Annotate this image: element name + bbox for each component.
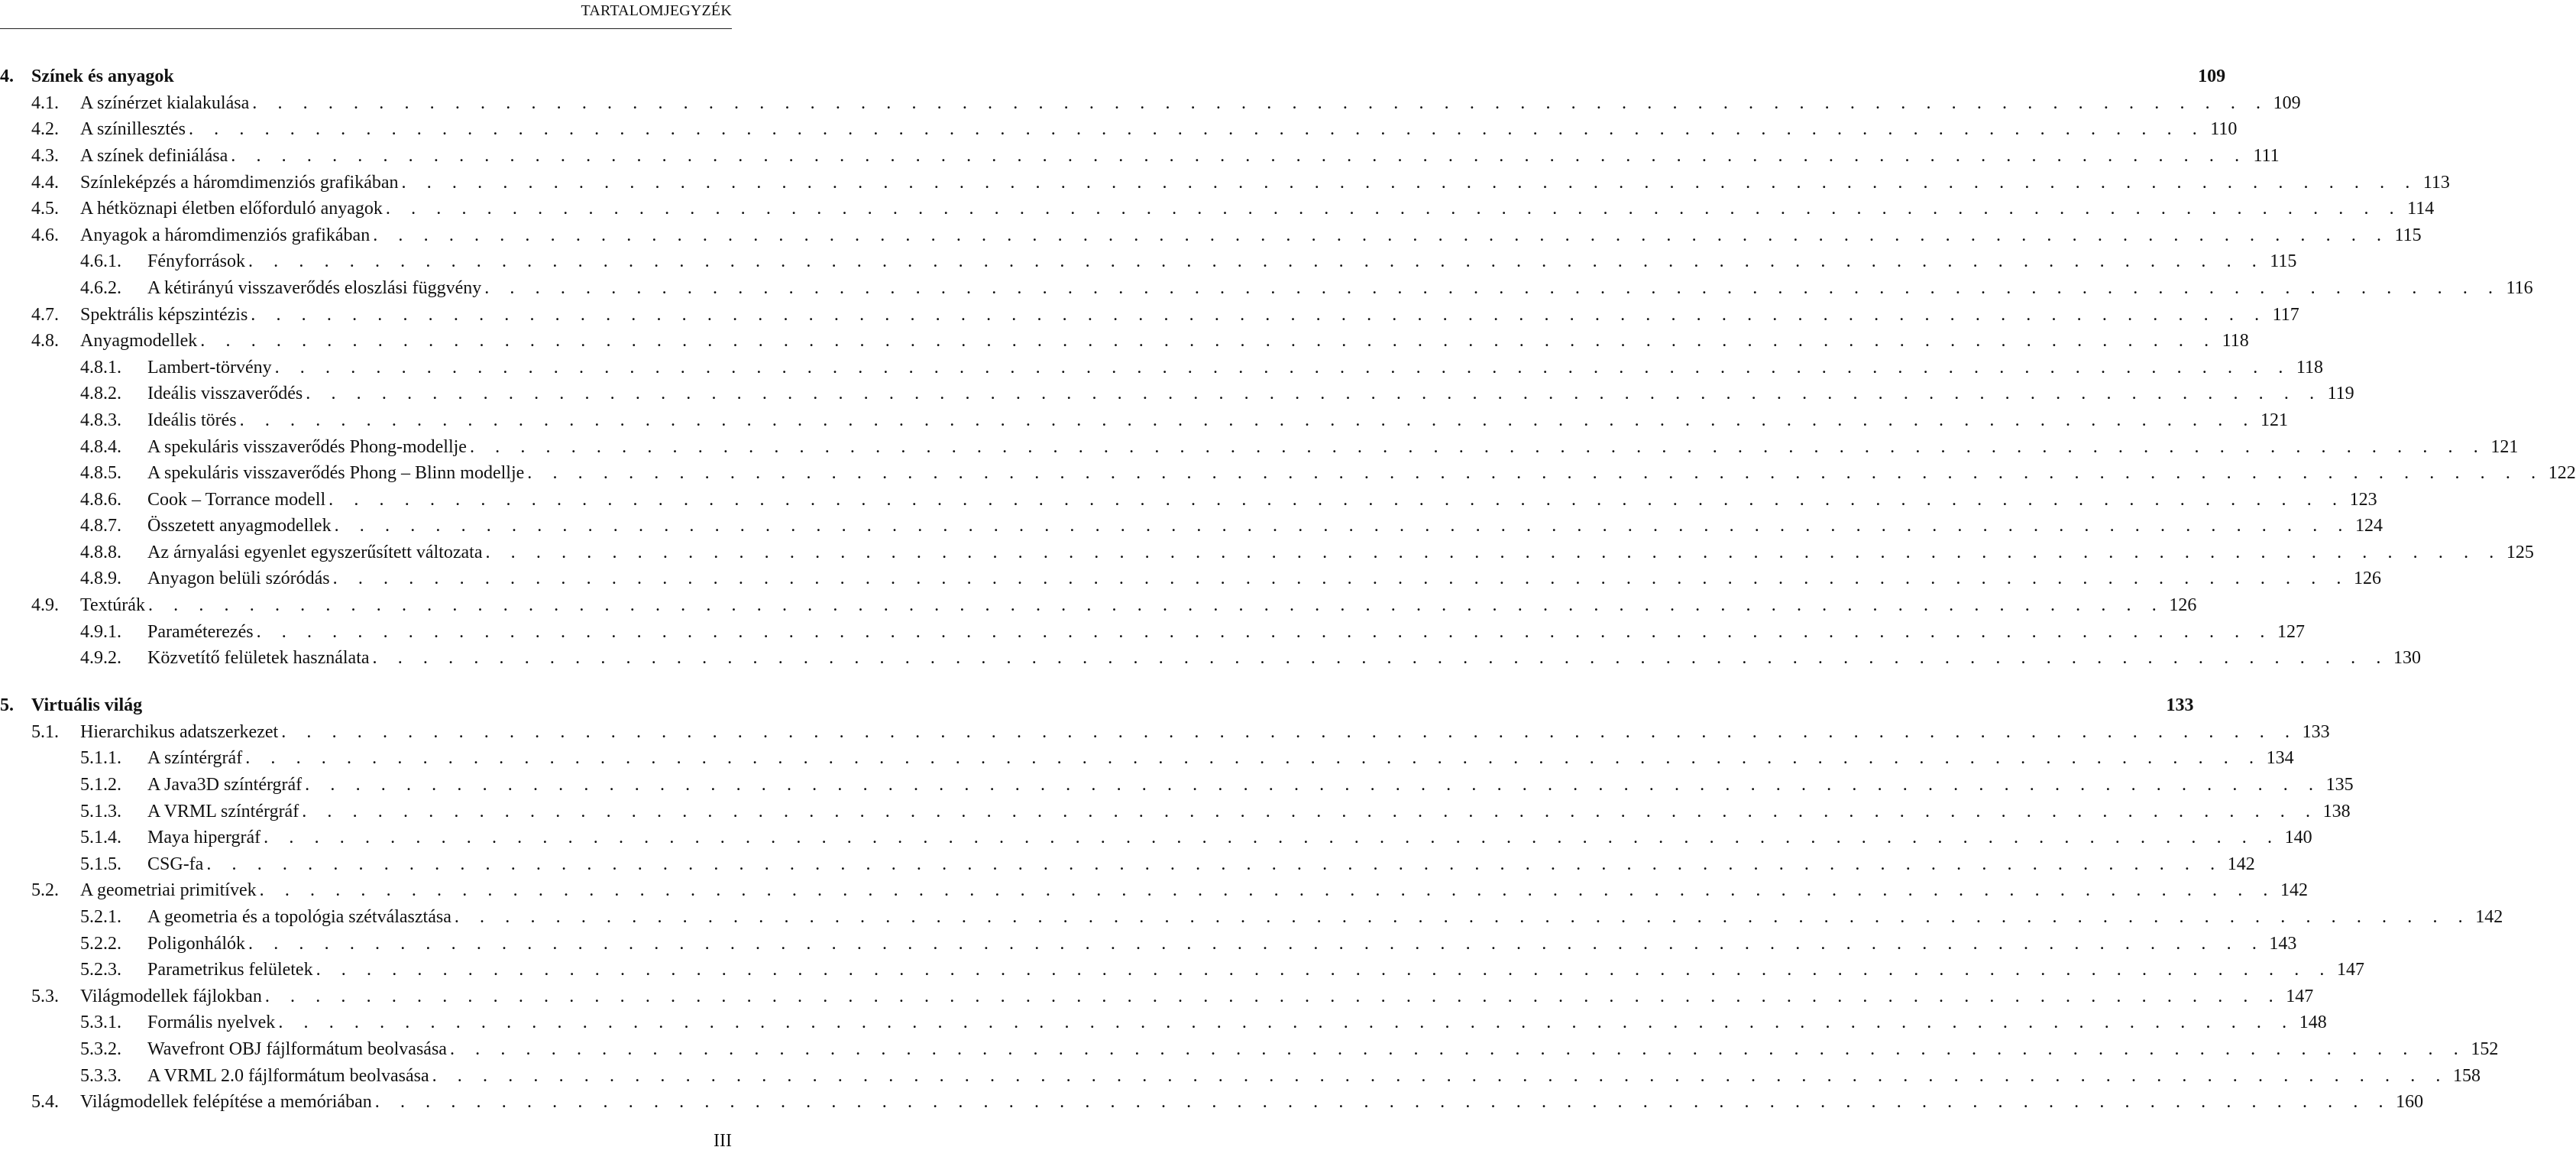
toc-entry-page: 118: [2222, 331, 2249, 352]
toc-entry-number: 4.3.: [31, 145, 59, 166]
toc-entry-title: A spekuláris visszaverődés Phong-modellje: [147, 437, 470, 458]
toc-entry-page: 111: [2253, 145, 2280, 166]
toc-entry-number: 4.9.2.: [80, 648, 121, 669]
toc-entry-title: Anyagok a háromdimenziós grafikában: [80, 225, 373, 246]
toc-entry-title: Közvetítő felületek használata: [147, 648, 373, 669]
toc-entry-title: Textúrák: [80, 595, 148, 616]
toc-subsection-entry[interactable]: [0, 825, 2312, 851]
dot-leader: . . . . . . . . . . . . . . . . . . . . . . . . . . . . . . . . . . . . . . . . . . . . . . . . . . . . . . . . . . . . . . . . . . . . . . . . . . . . . . . .: [264, 986, 2282, 1006]
toc-entry-title: Poligonhálók: [147, 934, 248, 954]
toc-entry-page: 116: [2506, 277, 2533, 298]
toc-entry-page: 122: [2548, 463, 2576, 484]
toc-entry-title: A színek definiálása: [80, 146, 231, 167]
toc-entry-page: 109: [2273, 92, 2301, 113]
page-number: III: [714, 1131, 732, 1151]
toc-entry-number: 4.8.5.: [80, 463, 121, 484]
toc-entry-number: 4.8.1.: [80, 357, 121, 377]
toc-section-entry[interactable]: [0, 1089, 2424, 1116]
dot-leader: . . . . . . . . . . . . . . . . . . . . . . . . . . . . . . . . . . . . . . . . . . . . . . . . . . . . . . . . . . . . . . . . . . . . . . . . . . . . . . . .: [401, 172, 2418, 193]
dot-leader: . . . . . . . . . . . . . . . . . . . . . . . . . . . . . . . . . . . . . . . . . . . . . . . . . . . . . . . . . . . . . . . . . . . . . . . . . . . . . . . .: [305, 775, 2322, 795]
toc-section-entry[interactable]: [0, 170, 2450, 196]
toc-entry-number: 5.3.3.: [80, 1065, 121, 1086]
toc-entry-title: A spekuláris visszaverődés Phong – Blinn modellje: [147, 463, 527, 484]
dot-leader: . . . . . . . . . . . . . . . . . . . . . . . . . . . . . . . . . . . . . . . . . . . . . . . . . . . . . . . . . . . . . . . . . . . . . . . . . . . . . . . .: [316, 960, 2332, 980]
toc-subsection-entry[interactable]: [0, 355, 2324, 381]
toc-entry-title: Világmodellek felépítése a memóriában: [80, 1092, 375, 1113]
toc-entry-title: A Java3D színtérgráf: [147, 775, 305, 795]
toc-entry-title: Virtuális világ: [31, 695, 145, 716]
toc-entry-page: 118: [2296, 357, 2324, 377]
toc-entry-page: 124: [2355, 516, 2383, 536]
toc-entry-title: Fényforrások: [147, 251, 248, 272]
toc-entry-page: 115: [2270, 251, 2297, 272]
toc-section-entry[interactable]: [0, 878, 2309, 905]
toc-entry-title: Anyagon belüli szóródás: [147, 569, 333, 589]
toc-entry-number: 5.1.5.: [80, 854, 121, 874]
toc-entry-page: 125: [2506, 542, 2534, 562]
toc-entry-page: 110: [2210, 119, 2238, 140]
toc-entry-page: 140: [2284, 828, 2312, 848]
dot-leader: . . . . . . . . . . . . . . . . . . . . . . . . . . . . . . . . . . . . . . . . . . . . . . . . . . . . . . . . . . . . . . . . . . . . . . . . . . . . . . . .: [484, 277, 2501, 298]
toc-entry-page: 114: [2407, 199, 2435, 219]
dot-leader: . . . . . . . . . . . . . . . . . . . . . . . . . . . . . . . . . . . . . . . . . . . . . . . . . . . . . . . . . . . . . . . . . . . . . . . . . . . . . . . .: [302, 801, 2319, 821]
toc-entry-page: 126: [2354, 569, 2382, 589]
toc-subsection-entry[interactable]: [0, 931, 2297, 957]
toc-entry-title: Ideális törés: [147, 410, 240, 431]
dot-leader: . . . . . . . . . . . . . . . . . . . . . . . . . . . . . . . . . . . . . . . . . . . . . . . . . . . . . . . . . . . . . . . . . . . . . . . . . . . . . . . .: [248, 251, 2265, 272]
toc-entry-number: 4.8.2.: [80, 384, 121, 404]
toc-entry-page: 147: [2286, 986, 2314, 1006]
toc-entry-number: 4.6.1.: [80, 251, 121, 272]
toc-entry-number: 5.3.1.: [80, 1013, 121, 1033]
toc-entry-page: 119: [2327, 384, 2354, 404]
toc-entry-number: 5.2.2.: [80, 933, 121, 954]
toc-chapter-entry[interactable]: [0, 692, 2194, 719]
toc-entry-number: 5.2.3.: [80, 960, 121, 980]
toc-entry-title: A hétköznapi életben előforduló anyagok: [80, 199, 386, 219]
toc-entry-title: Színleképzés a háromdimenziós grafikában: [80, 173, 402, 193]
toc-entry-title: Spektrális képszintézis: [80, 305, 251, 326]
toc-entry-number: 4.6.: [31, 225, 59, 245]
toc-entry-page: 148: [2299, 1013, 2327, 1033]
toc-entry-title: Ideális visszaverődés: [147, 384, 306, 404]
toc-entry-number: 5.2.1.: [80, 907, 121, 928]
toc-section-entry[interactable]: [0, 117, 2238, 144]
toc-entry-page: 121: [2260, 410, 2289, 430]
dot-leader: . . . . . . . . . . . . . . . . . . . . . . . . . . . . . . . . . . . . . . . . . . . . . . . . . . . . . . . . . . . . . . . . . . . . . . . . . . . . . . . .: [385, 199, 2403, 219]
toc-entry-page: 143: [2269, 933, 2297, 954]
toc-subsection-entry[interactable]: [0, 746, 2294, 773]
toc-entry-number: 4.8.9.: [80, 569, 121, 589]
toc-entry-number: 5.2.: [31, 880, 59, 901]
toc-entry-page: 142: [2475, 907, 2503, 928]
dot-leader: . . . . . . . . . . . . . . . . . . . . . . . . . . . . . . . . . . . . . . . . . . . . . . . . . . . . . . . . . . . . . . . . . . . . . . . . . . . . . . . .: [188, 119, 2205, 140]
toc-entry-number: 5.3.2.: [80, 1038, 121, 1059]
toc-entry-number: 5.1.2.: [80, 775, 121, 795]
toc-subsection-entry[interactable]: [0, 1036, 2499, 1063]
toc-entry-title: A színtérgráf: [147, 748, 245, 769]
toc-entry-title: Anyagmodellek: [80, 331, 200, 352]
dot-leader: . . . . . . . . . . . . . . . . . . . . . . . . . . . . . . . . . . . . . . . . . . . . . . . . . . . . . . . . . . . . . . . . . . . . . . . . . . . . . . . .: [239, 410, 2257, 430]
dot-leader: . . . . . . . . . . . . . . . . . . . . . . . . . . . . . . . . . . . . . . . . . . . . . . . . . . . . . . . . . . . . . . . . . . . . . . . . . . . . . . . .: [454, 907, 2471, 928]
toc-entry-title: A VRML 2.0 fájlformátum beolvasása: [147, 1066, 432, 1087]
dot-leader: . . . . . . . . . . . . . . . . . . . . . . . . . . . . . . . . . . . . . . . . . . . . . . . . . . . . . . . . . . . . . . . . . . . . . . . . . . . . . . . .: [373, 225, 2390, 245]
toc-section-entry[interactable]: [0, 143, 2280, 170]
dot-leader: . . . . . . . . . . . . . . . . . . . . . . . . . . . . . . . . . . . . . . . . . . . . . . . . . . . . . . . . . . . . . . . . . . . . . . . . . . . . . . . .: [251, 304, 2267, 325]
dot-leader: . . . . . . . . . . . . . . . . . . . . . . . . . . . . . . . . . . . . . . . . . . . . . . . . . . . . . . . . . . . . . . . . . . . . . . . . . . . . . . . .: [334, 516, 2351, 536]
dot-leader: . . . . . . . . . . . . . . . . . . . . . . . . . . . . . . . . . . . . . . . . . . . . . . . . . . . . . . . . . . . . . . . . . . . . . . . . . . . . . . . .: [527, 463, 2544, 484]
dot-leader: . . . . . . . . . . . . . . . . . . . . . . . . . . . . . . . . . . . . . . . . . . . . . . . . . . . . . . . . . . . . . . . . . . . . . . . . . . . . . . . .: [469, 436, 2487, 457]
dot-leader: . . . . . . . . . . . . . . . . . . . . . . . . . . . . . . . . . . . . . . . . . . . . . . . . . . . . . . . . . . . . . . . . . . . . . . . . . . . . . . . .: [374, 1092, 2392, 1113]
dot-leader: . . . . . . . . . . . . . . . . . . . . . . . . . . . . . . . . . . . . . . . . . . . . . . . . . . . . . . . . . . . . . . . . . . . . . . . . . . . . . . . .: [328, 489, 2345, 510]
toc-section-entry[interactable]: [0, 592, 2197, 619]
dot-leader: . . . . . . . . . . . . . . . . . . . . . . . . . . . . . . . . . . . . . . . . . . . . . . . . . . . . . . . . . . . . . . . . . . . . . . . . . . . . . . . .: [200, 331, 2217, 352]
toc-subsection-entry[interactable]: [0, 539, 2534, 566]
toc-entry-title: Maya hipergráf: [147, 828, 264, 848]
toc-entry-number: 4.: [0, 66, 14, 86]
toc-subsection-entry[interactable]: [0, 1010, 2327, 1037]
toc-entry-title: Hierarchikus adatszerkezet: [80, 722, 281, 743]
toc-subsection-entry[interactable]: [0, 434, 2519, 461]
toc-entry-number: 4.4.: [31, 172, 59, 193]
dot-leader: . . . . . . . . . . . . . . . . . . . . . . . . . . . . . . . . . . . . . . . . . . . . . . . . . . . . . . . . . . . . . . . . . . . . . . . . . . . . . . . .: [264, 828, 2280, 848]
dot-leader: . . . . . . . . . . . . . . . . . . . . . . . . . . . . . . . . . . . . . . . . . . . . . . . . . . . . . . . . . . . . . . . . . . . . . . . . . . . . . . . .: [432, 1065, 2449, 1086]
toc-entry-number: 4.8.8.: [80, 542, 121, 562]
toc-entry-page: 133: [2302, 721, 2330, 742]
toc-subsection-entry[interactable]: [0, 645, 2421, 672]
dot-leader: . . . . . . . . . . . . . . . . . . . . . . . . . . . . . . . . . . . . . . . . . . . . . . . . . . . . . . . . . . . . . . . . . . . . . . . . . . . . . . . .: [485, 542, 2502, 562]
toc-entry-page: 152: [2471, 1038, 2499, 1059]
toc-entry-page: 142: [2280, 880, 2309, 901]
dot-leader: . . . . . . . . . . . . . . . . . . . . . . . . . . . . . . . . . . . . . . . . . . . . . . . . . . . . . . . . . . . . . . . . . . . . . . . . . . . . . . . .: [147, 595, 2165, 616]
toc-entry-page: 135: [2325, 775, 2354, 795]
toc-entry-page: 133: [2166, 695, 2194, 715]
dot-leader: . . . . . . . . . . . . . . . . . . . . . . . . . . . . . . . . . . . . . . . . . . . . . . . . . . . . . . . . . . . . . . . . . . . . . . . . . . . . . . . .: [206, 854, 2223, 874]
toc-entry-page: 142: [2227, 854, 2255, 874]
dot-leader: . . . . . . . . . . . . . . . . . . . . . . . . . . . . . . . . . . . . . . . . . . . . . . . . . . . . . . . . . . . . . . . . . . . . . . . . . . . . . . . .: [274, 357, 2292, 377]
dot-leader: . . . . . . . . . . . . . . . . . . . . . . . . . . . . . . . . . . . . . . . . . . . . . . . . . . . . . . . . . . . . . . . . . . . . . . . . . . . . . . . .: [256, 621, 2273, 642]
toc-entry-number: 5.: [0, 695, 14, 715]
toc-subsection-entry[interactable]: [0, 851, 2255, 878]
toc-subsection-entry[interactable]: [0, 619, 2305, 646]
toc-entry-title: Parametrikus felületek: [147, 960, 316, 980]
toc-entry-number: 5.1.: [31, 721, 59, 742]
dot-leader: . . . . . . . . . . . . . . . . . . . . . . . . . . . . . . . . . . . . . . . . . . . . . . . . . . . . . . . . . . . . . . . . . . . . . . . . . . . . . . . .: [252, 92, 2269, 113]
toc-subsection-entry[interactable]: [0, 1063, 2481, 1090]
running-header: TARTALOMJEGYZÉK: [581, 2, 732, 19]
dot-leader: . . . . . . . . . . . . . . . . . . . . . . . . . . . . . . . . . . . . . . . . . . . . . . . . . . . . . . . . . . . . . . . . . . . . . . . . . . . . . . . .: [231, 145, 2248, 166]
toc-entry-number: 4.2.: [31, 119, 59, 140]
toc-subsection-entry[interactable]: [0, 904, 2503, 931]
toc-entry-page: 138: [2322, 801, 2351, 821]
toc-entry-title: A színérzet kialakulása: [80, 93, 252, 114]
toc-section-entry[interactable]: [0, 90, 2301, 117]
toc-entry-title: Világmodellek fájlokban: [80, 987, 265, 1007]
toc-entry-title: Összetett anyagmodellek: [147, 516, 335, 536]
dot-leader: . . . . . . . . . . . . . . . . . . . . . . . . . . . . . . . . . . . . . . . . . . . . . . . . . . . . . . . . . . . . . . . . . . . . . . . . . . . . . . . .: [372, 648, 2389, 669]
toc-entry-title: Színek és anyagok: [31, 66, 177, 87]
toc-entry-title: A színillesztés: [80, 119, 189, 140]
toc-section-entry[interactable]: [0, 196, 2435, 222]
dot-leader: . . . . . . . . . . . . . . . . . . . . . . . . . . . . . . . . . . . . . . . . . . . . . . . . . . . . . . . . . . . . . . . . . . . . . . . . . . . . . . . .: [332, 569, 2350, 589]
dot-leader: . . . . . . . . . . . . . . . . . . . . . . . . . . . . . . . . . . . . . . . . . . . . . . . . . . . . . . . . . . . . . . . . . . . . . . . . . . . . . . . .: [449, 1038, 2467, 1059]
toc-entry-number: 5.3.: [31, 986, 59, 1006]
toc-entry-title: Lambert-törvény: [147, 358, 275, 378]
dot-leader: . . . . . . . . . . . . . . . . . . . . . . . . . . . . . . . . . . . . . . . . . . . . . . . . . . . . . . . . . . . . . . . . . . . . . . . . . . . . . . . .: [248, 933, 2265, 954]
toc-entry-page: 130: [2393, 648, 2421, 669]
dot-leader: . . . . . . . . . . . . . . . . . . . . . . . . . . . . . . . . . . . . . . . . . . . . . . . . . . . . . . . . . . . . . . . . . . . . . . . . . . . . . . . .: [281, 721, 2298, 742]
toc-section-entry[interactable]: [0, 222, 2422, 249]
toc-entry-title: A geometriai primitívek: [80, 880, 260, 901]
toc-entry-page: 123: [2349, 489, 2377, 510]
toc-entry-number: 4.1.: [31, 92, 59, 113]
toc-entry-title: Az árnyalási egyenlet egyszerűsített változata: [147, 543, 485, 563]
toc-entry-number: 5.4.: [31, 1092, 59, 1113]
toc-entry-number: 4.9.: [31, 595, 59, 616]
toc-entry-page: 147: [2337, 960, 2364, 980]
table-of-contents: [0, 63, 2576, 1116]
toc-entry-page: 121: [2490, 436, 2519, 457]
toc-entry-number: 4.9.1.: [80, 621, 121, 642]
toc-subsection-entry[interactable]: [0, 407, 2289, 434]
toc-section-entry[interactable]: [0, 719, 2330, 746]
toc-entry-page: 134: [2266, 748, 2294, 769]
dot-leader: . . . . . . . . . . . . . . . . . . . . . . . . . . . . . . . . . . . . . . . . . . . . . . . . . . . . . . . . . . . . . . . . . . . . . . . . . . . . . . . .: [259, 880, 2277, 901]
toc-subsection-entry[interactable]: [0, 957, 2364, 983]
toc-entry-number: 4.8.3.: [80, 410, 121, 430]
toc-subsection-entry[interactable]: [0, 460, 2576, 487]
toc-entry-page: 113: [2422, 172, 2450, 193]
toc-entry-number: 4.8.6.: [80, 489, 121, 510]
dot-leader: . . . . . . . . . . . . . . . . . . . . . . . . . . . . . . . . . . . . . . . . . . . . . . . . . . . . . . . . . . . . . . . . . . . . . . . . . . . . . . . .: [245, 748, 2262, 769]
toc-entry-number: 4.7.: [31, 304, 59, 325]
toc-subsection-entry[interactable]: [0, 249, 2297, 276]
toc-subsection-entry[interactable]: [0, 514, 2383, 540]
toc-entry-number: 4.8.: [31, 331, 59, 352]
toc-entry-page: 158: [2453, 1065, 2481, 1086]
toc-chapter-entry[interactable]: [0, 63, 2226, 90]
toc-entry-title: Wavefront OBJ fájlformátum beolvasása: [147, 1039, 450, 1060]
dot-leader: . . . . . . . . . . . . . . . . . . . . . . . . . . . . . . . . . . . . . . . . . . . . . . . . . . . . . . . . . . . . . . . . . . . . . . . . . . . . . . . .: [278, 1013, 2295, 1033]
toc-entry-number: 4.6.2.: [80, 277, 121, 298]
toc-entry-title: A VRML színtérgráf: [147, 802, 302, 822]
toc-section-entry[interactable]: [0, 328, 2249, 355]
toc-entry-page: 115: [2394, 225, 2422, 245]
toc-section-entry[interactable]: [0, 983, 2314, 1010]
toc-entry-page: 160: [2396, 1092, 2424, 1113]
toc-entry-page: 109: [2198, 66, 2226, 86]
header-rule: [0, 28, 732, 29]
toc-entry-number: 5.1.1.: [80, 748, 121, 769]
toc-entry-title: A kétirányú visszaverődés eloszlási függvény: [147, 278, 484, 299]
toc-entry-number: 4.5.: [31, 199, 59, 219]
toc-subsection-entry[interactable]: [0, 772, 2354, 799]
toc-entry-page: 127: [2277, 621, 2305, 642]
toc-entry-number: 5.1.3.: [80, 801, 121, 821]
toc-subsection-entry[interactable]: [0, 275, 2533, 302]
toc-entry-title: CSG-fa: [147, 854, 206, 875]
toc-entry-page: 126: [2169, 595, 2197, 616]
toc-entry-number: 4.8.7.: [80, 516, 121, 536]
toc-subsection-entry[interactable]: [0, 487, 2377, 514]
toc-entry-title: A geometria és a topológia szétválasztása: [147, 907, 455, 928]
toc-entry-number: 5.1.4.: [80, 828, 121, 848]
toc-entry-title: Formális nyelvek: [147, 1013, 278, 1033]
toc-subsection-entry[interactable]: [0, 566, 2382, 593]
toc-entry-title: Cook – Torrance modell: [147, 490, 328, 510]
toc-entry-title: Paraméterezés: [147, 622, 257, 643]
dot-leader: . . . . . . . . . . . . . . . . . . . . . . . . . . . . . . . . . . . . . . . . . . . . . . . . . . . . . . . . . . . . . . . . . . . . . . . . . . . . . . . .: [306, 384, 2322, 404]
toc-entry-page: 117: [2272, 304, 2299, 325]
toc-section-entry[interactable]: [0, 302, 2299, 329]
toc-subsection-entry[interactable]: [0, 799, 2351, 825]
toc-entry-number: 4.8.4.: [80, 436, 121, 457]
toc-subsection-entry[interactable]: [0, 381, 2354, 408]
